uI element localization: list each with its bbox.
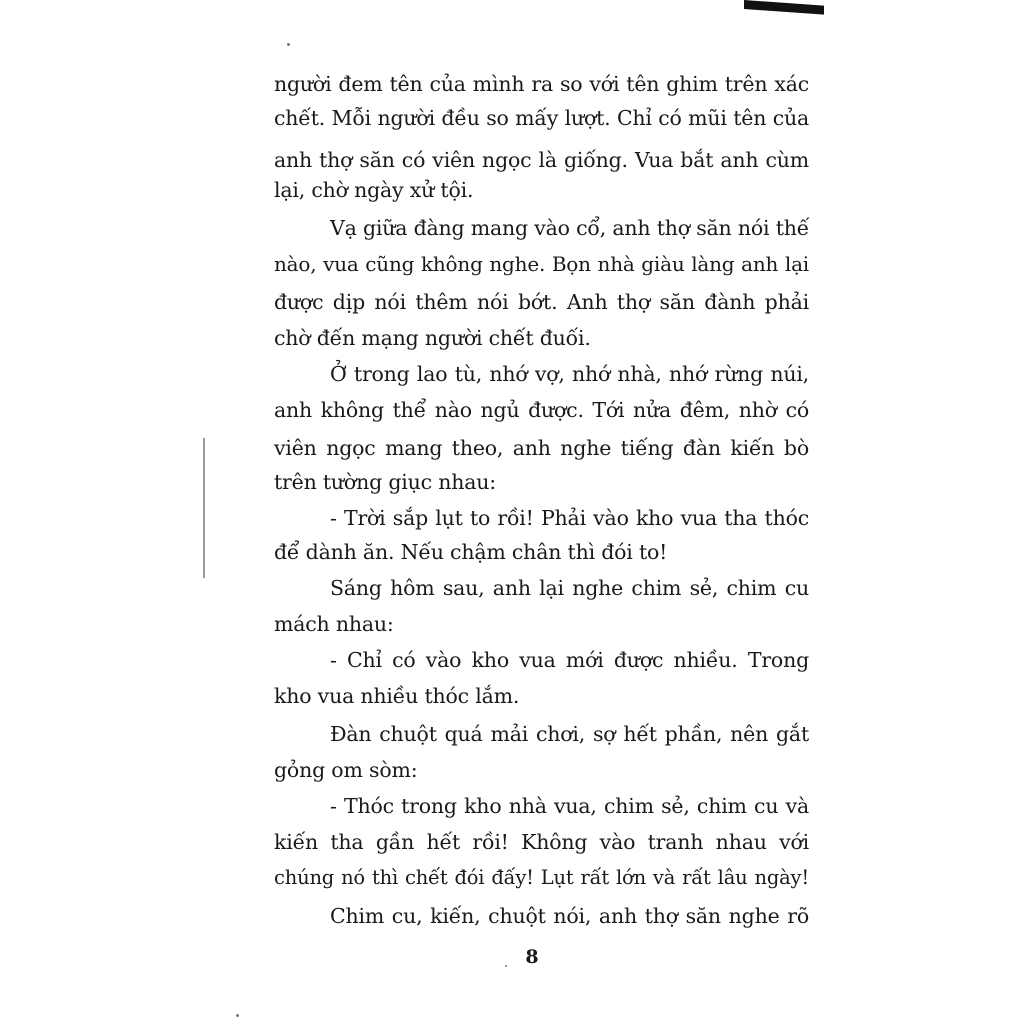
dust-speck — [236, 1014, 239, 1017]
dust-speck — [287, 43, 290, 46]
text-line: anh thợ săn có viên ngọc là giống. Vua bắt anh cùm — [274, 148, 809, 172]
text-line: trên tường giục nhau: — [274, 470, 496, 494]
text-line: Vạ giữa đàng mang vào cổ, anh thợ săn nói thế — [330, 216, 810, 240]
text-line: gỏng om sòm: — [274, 758, 418, 782]
text-line: chết. Mỗi người đều so mấy lượt. Chỉ có mũi tên của — [274, 106, 809, 130]
text-line: người đem tên của mình ra so với tên ghim trên xác — [274, 72, 809, 96]
text-line: mách nhau: — [274, 612, 394, 636]
text-line: anh không thể nào ngủ được. Tới nửa đêm, nhờ có — [274, 398, 809, 422]
text-line: Chim cu, kiến, chuột nói, anh thợ săn nghe rõ — [330, 904, 809, 928]
text-line: - Thóc trong kho nhà vua, chim sẻ, chim cu và — [330, 794, 809, 818]
text-line: viên ngọc mang theo, anh nghe tiếng đàn kiến bò — [274, 436, 809, 460]
text-line: nào, vua cũng không nghe. Bọn nhà giàu làng anh lại — [274, 252, 809, 276]
dust-speck — [505, 965, 507, 967]
text-line: kho vua nhiều thóc lắm. — [274, 684, 520, 708]
text-line: kiến tha gần hết rồi! Không vào tranh nhau với — [274, 830, 809, 854]
text-line: chúng nó thì chết đói đấy! Lụt rất lớn và rất lâu ngày! — [274, 866, 809, 889]
text-line: chờ đến mạng người chết đuối. — [274, 326, 591, 350]
text-line: lại, chờ ngày xử tội. — [274, 178, 474, 202]
scan-edge-mark — [744, 0, 824, 15]
text-line: Sáng hôm sau, anh lại nghe chim sẻ, chim cu — [330, 576, 809, 600]
text-line: - Trời sắp lụt to rồi! Phải vào kho vua tha thóc — [330, 506, 809, 530]
text-line: Đàn chuột quá mải chơi, sợ hết phần, nên gắt — [330, 722, 809, 746]
text-line: - Chỉ có vào kho vua mới được nhiều. Trong — [330, 648, 809, 672]
text-line: để dành ăn. Nếu chậm chân thì đói to! — [274, 540, 668, 564]
binding-shadow-line — [203, 438, 205, 578]
text-line: Ở trong lao tù, nhớ vợ, nhớ nhà, nhớ rừng núi, — [330, 362, 809, 386]
page-number: 8 — [525, 946, 539, 968]
text-line: được dịp nói thêm nói bớt. Anh thợ săn đành phải — [274, 290, 809, 314]
